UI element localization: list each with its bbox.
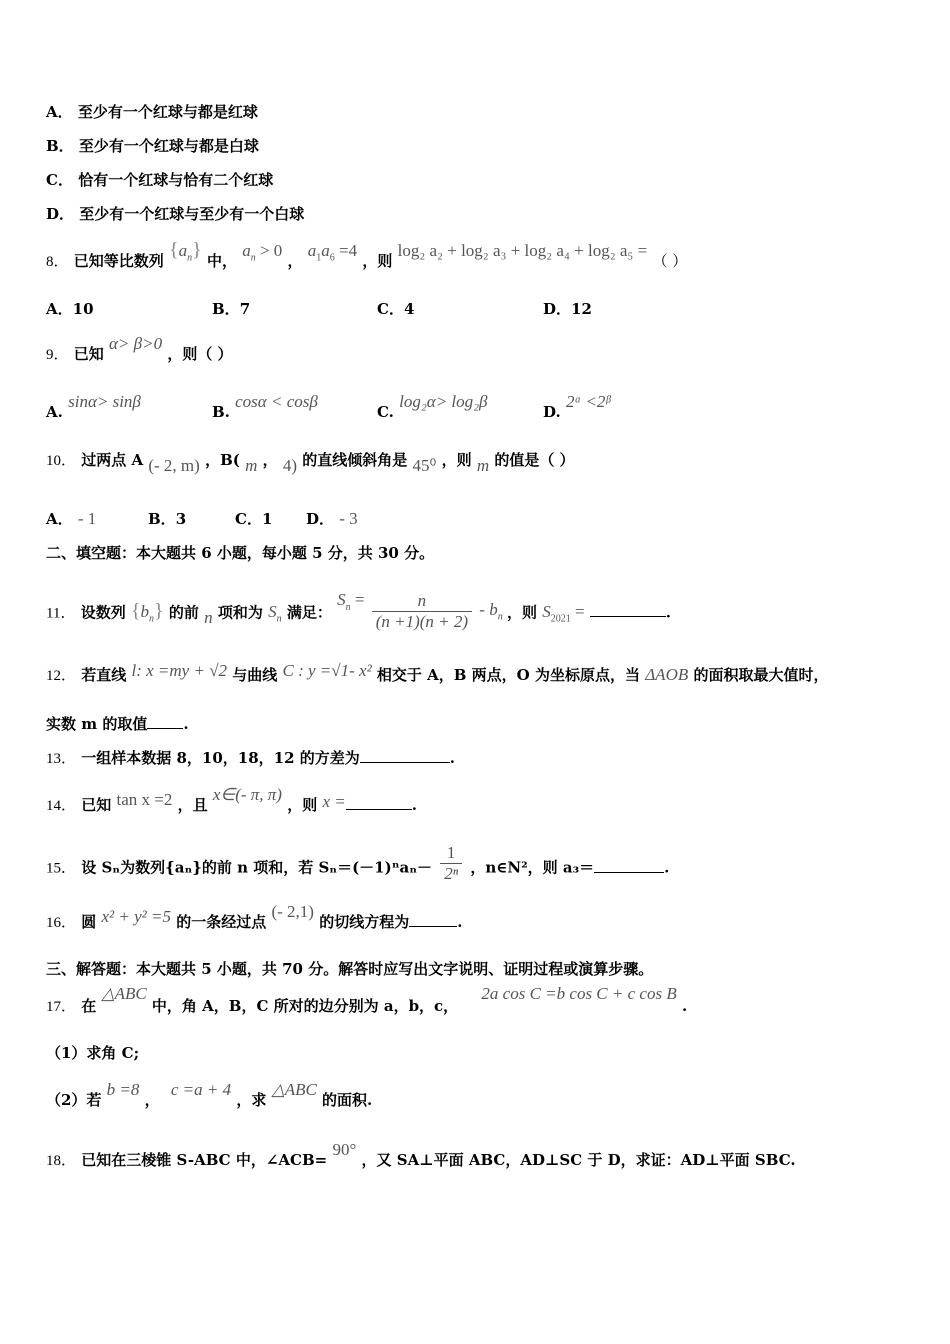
question-text: 相交于 A，B 两点，O 为坐标原点，当 xyxy=(376,666,640,684)
math-condition-2: $a_1a_6 =4$ xyxy=(307,241,358,264)
question-18 xyxy=(46,1140,796,1171)
question-text: （2）若 xyxy=(46,1091,102,1109)
math-angle: 45⁰ xyxy=(412,456,437,475)
math-range: x∈(- π, π) xyxy=(212,785,282,804)
math-equation: $S_n$ = $\frac{n}{(n +1)(n + 2)}$ - $b_n$ xyxy=(337,590,503,631)
period: . xyxy=(681,997,688,1015)
math-fraction: $\frac{1}{\text{2ⁿ}}$ xyxy=(440,843,462,884)
question-text: ，则 xyxy=(441,451,472,469)
q10-option-b: B．3 xyxy=(148,510,187,528)
math-equation: 2a cos C =b cos C + c cos B xyxy=(481,984,677,1003)
question-number: 10． xyxy=(46,453,77,469)
answer-blank[interactable] xyxy=(594,858,664,873)
question-number: 8． xyxy=(46,254,69,270)
math-four: 4) xyxy=(282,456,298,475)
question-17-part-2 xyxy=(46,1080,373,1110)
math-condition: α> β>0 xyxy=(109,334,163,353)
question-text: 中，角 A，B，C 所对的边分别为 a，b，c， xyxy=(151,997,459,1015)
question-text: 过两点 A xyxy=(81,451,144,469)
option-label: D． xyxy=(46,205,75,223)
answer-paren: （ ） xyxy=(652,252,688,270)
math-sn: $S_n$ xyxy=(268,602,282,625)
question-text: ，则 xyxy=(506,603,537,622)
q7-option-a xyxy=(46,102,258,122)
question-text: 的一条经过点 xyxy=(176,913,267,931)
option-text: 恰有一个红球与恰有二个红球 xyxy=(78,171,274,189)
question-text: 与曲线 xyxy=(232,666,278,684)
q10-option-c: C．1 xyxy=(235,510,273,528)
math-n: n xyxy=(204,608,213,628)
question-number: 18． xyxy=(46,1153,77,1169)
option-text: 至少有一个红球与至少有一个白球 xyxy=(79,205,305,223)
math-sequence: $\{b_n\}$ xyxy=(130,600,164,625)
question-16 xyxy=(46,902,463,933)
answer-blank[interactable] xyxy=(346,795,412,810)
math-line-equation: l: x =my + √2 xyxy=(131,661,228,680)
question-text: 项和为 xyxy=(217,603,263,622)
question-text: ，则 xyxy=(362,252,393,270)
q9-option-d: D. 2ᵅ <2ᵝ xyxy=(543,392,611,421)
period: . xyxy=(449,749,455,767)
question-text: ， xyxy=(262,451,278,469)
q8-option-a: A．10 xyxy=(46,300,94,318)
question-text: 实数 m 的取值 xyxy=(46,715,148,733)
math-c-value: c =a + 4 xyxy=(170,1080,232,1099)
question-text: 的面积取最大值时， xyxy=(693,666,829,684)
q10-option-d: D． - 3 xyxy=(306,509,358,528)
q10-option-a: A． - 1 xyxy=(46,509,97,528)
section-heading-solutions: 三、解答题：本大题共 5 小题，共 70 分。解答时应写出文字说明、证明过程或演算步骤。 xyxy=(46,960,654,978)
math-x: x = xyxy=(322,792,346,811)
q9-option-a: A. sinα> sinβ xyxy=(46,392,141,421)
question-number: 16． xyxy=(46,915,77,931)
question-15 xyxy=(46,843,670,884)
math-sequence: $\{a_n\}$ xyxy=(169,239,202,264)
option-label: B． xyxy=(46,137,74,155)
question-text: ，则（ ） xyxy=(167,345,233,363)
question-text: ，n∈N²，则 a₃＝ xyxy=(470,858,595,877)
question-text: 设数列 xyxy=(80,603,126,622)
question-17 xyxy=(46,984,688,1017)
question-text: 在 xyxy=(81,997,97,1015)
math-angle: 90° xyxy=(332,1140,357,1159)
question-number: 13． xyxy=(46,751,77,767)
math-triangle: △ABC xyxy=(271,1080,317,1099)
question-text: 的切线方程为 xyxy=(319,913,410,931)
q7-option-d xyxy=(46,204,304,224)
question-text: ，求 xyxy=(236,1091,267,1109)
math-expression: log₂ a₂ + log₂ a₃ + log₂ a₄ + log₂ a₅ = xyxy=(397,241,648,260)
math-tan-condition: tan x =2 xyxy=(116,790,173,809)
period: . xyxy=(411,796,417,814)
question-17-part-1: （1）求角 C; xyxy=(46,1044,140,1062)
question-text: 设 Sₙ为数列{aₙ}的前 n 项和，若 Sₙ＝(－1)ⁿaₙ－ xyxy=(81,858,433,877)
option-text: 至少有一个红球与都是红球 xyxy=(77,103,258,121)
math-b-value: b =8 xyxy=(106,1080,140,1099)
answer-blank[interactable] xyxy=(409,912,457,927)
question-text: 满足： xyxy=(286,603,332,622)
question-text: ，则 xyxy=(287,796,318,814)
math-point-a: (- 2, m) xyxy=(148,456,200,475)
period: . xyxy=(457,913,463,931)
question-text: 已知在三棱锥 S-ABC 中，∠ACB= xyxy=(81,1151,328,1169)
question-text: 若直线 xyxy=(81,666,127,684)
math-triangle: ΔAOB xyxy=(645,665,689,684)
question-13 xyxy=(46,748,455,769)
question-14 xyxy=(46,785,417,816)
math-triangle: △ABC xyxy=(101,984,147,1003)
math-m: m xyxy=(245,456,258,475)
question-text: 的直线倾斜角是 xyxy=(302,451,408,469)
question-10 xyxy=(46,450,575,475)
math-condition-1: $a_n > 0$ xyxy=(242,241,283,264)
question-text: ，又 SA⊥平面 ABC，AD⊥SC 于 D，求证：AD⊥平面 SBC. xyxy=(361,1151,796,1169)
q8-option-c: C．4 xyxy=(377,300,415,318)
question-text: 的前 xyxy=(168,603,199,622)
q7-option-c xyxy=(46,170,273,190)
question-text: ，B( xyxy=(205,451,240,469)
answer-blank[interactable] xyxy=(590,602,666,617)
q8-option-d: D．12 xyxy=(543,300,592,318)
question-text: 已知 xyxy=(81,796,112,814)
q7-option-b xyxy=(46,136,259,156)
question-8 xyxy=(46,239,688,278)
question-11 xyxy=(46,590,672,634)
question-text: ，且 xyxy=(177,796,208,814)
period: . xyxy=(183,715,189,733)
option-label: A． xyxy=(46,103,73,121)
option-label: C． xyxy=(46,171,73,189)
section-heading-fill-in: 二、填空题：本大题共 6 小题，每小题 5 分，共 30 分。 xyxy=(46,544,435,562)
question-text: ， xyxy=(287,252,303,270)
period: . xyxy=(664,858,670,877)
question-9 xyxy=(46,334,233,365)
question-number: 9． xyxy=(46,347,69,363)
question-text: ， xyxy=(144,1091,160,1109)
question-text: 的面积. xyxy=(322,1091,373,1109)
question-12 xyxy=(46,661,829,686)
answer-blank[interactable] xyxy=(360,748,450,763)
question-number: 14． xyxy=(46,798,77,814)
math-circle-equation: x² + y² =5 xyxy=(101,907,171,926)
period: . xyxy=(665,603,672,622)
question-text: 已知等比数列 xyxy=(73,252,164,270)
question-number: 15． xyxy=(46,860,77,877)
q8-option-b: B．7 xyxy=(212,300,251,318)
question-12-continued xyxy=(46,714,189,734)
question-number: 11． xyxy=(46,605,76,622)
question-number: 12． xyxy=(46,668,77,684)
answer-blank[interactable] xyxy=(147,714,183,729)
question-text: 一组样本数据 8，10，18，12 的方差为 xyxy=(81,749,360,767)
question-text: 圆 xyxy=(81,913,97,931)
question-text: 已知 xyxy=(73,345,104,363)
q9-option-c: C. log₂α> log₂β xyxy=(377,392,488,421)
question-text: 的值是（ ） xyxy=(494,451,575,469)
math-m: m xyxy=(476,456,490,475)
option-text: 至少有一个红球与都是白球 xyxy=(78,137,259,155)
math-s2021: $S_{2021}$ = xyxy=(542,602,585,625)
q9-option-b: B. cosα < cosβ xyxy=(212,392,318,421)
math-curve-equation: C : y =√1- x² xyxy=(282,661,372,680)
math-point: (- 2,1) xyxy=(271,902,314,921)
question-number: 17． xyxy=(46,999,77,1015)
question-text: 中， xyxy=(206,252,237,270)
